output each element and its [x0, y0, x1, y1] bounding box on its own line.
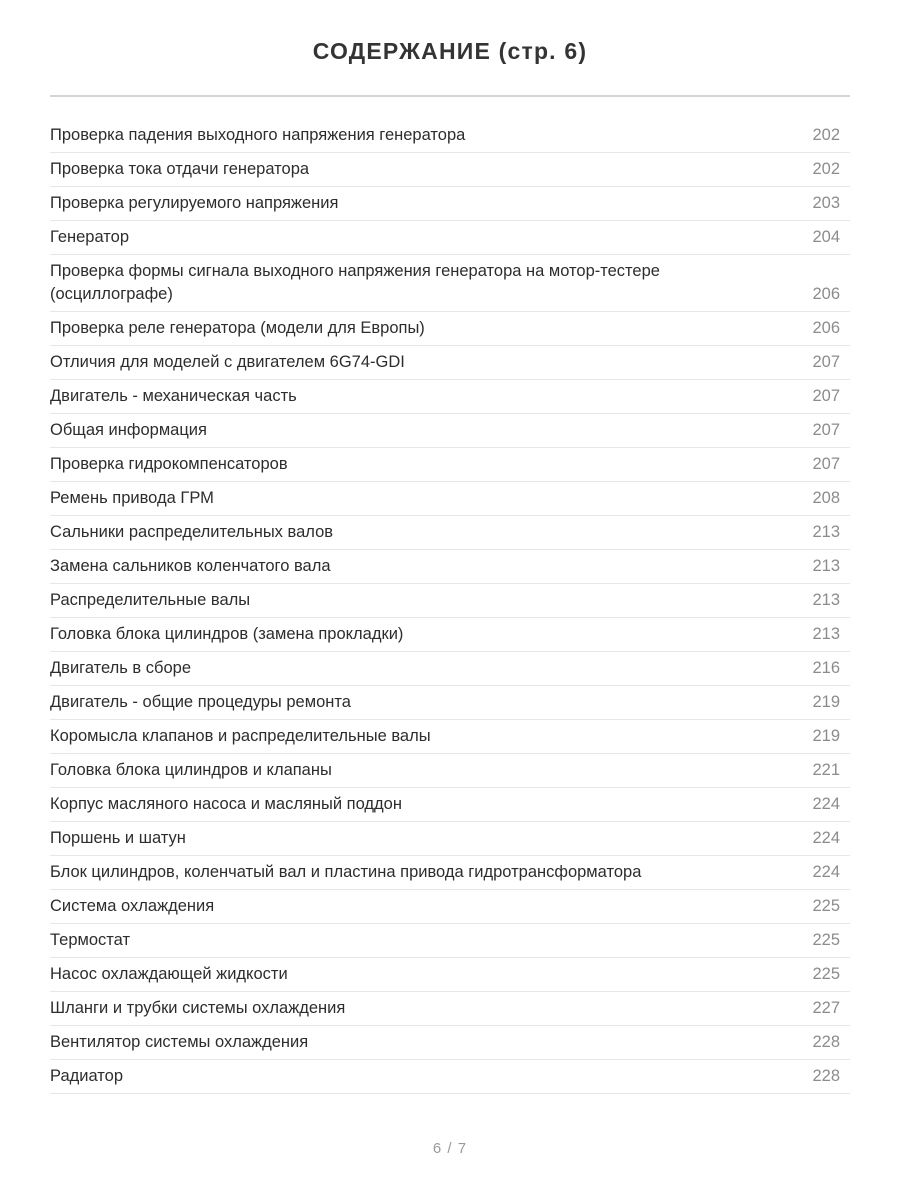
- toc-entry-page: 203: [812, 194, 840, 212]
- page-title: СОДЕРЖАНИЕ (стр. 6): [312, 38, 588, 64]
- toc-entry[interactable]: [50, 924, 850, 958]
- toc-entry-label: Проверка гидрокомпенсаторов: [50, 455, 288, 473]
- toc-entry[interactable]: [50, 255, 850, 312]
- toc-entry[interactable]: [50, 448, 850, 482]
- toc-entry-page: 206: [812, 319, 840, 337]
- toc-entry[interactable]: [50, 822, 850, 856]
- toc-entry[interactable]: [50, 754, 850, 788]
- toc-entry[interactable]: [50, 584, 850, 618]
- toc-entry-label: Двигатель - механическая часть: [50, 387, 297, 405]
- toc-entry-label: Коромысла клапанов и распределительные валы: [50, 727, 431, 745]
- toc-entry[interactable]: [50, 788, 850, 822]
- toc-entry-page: 207: [812, 353, 840, 371]
- toc-entry-label: Ремень привода ГРМ: [50, 489, 214, 507]
- toc-entry-page: 224: [812, 795, 840, 813]
- toc-entry[interactable]: [50, 346, 850, 380]
- toc-entry-label: Генератор: [50, 228, 130, 246]
- page-pagination: 6 / 7: [432, 1140, 468, 1157]
- toc-entry[interactable]: [50, 221, 850, 255]
- toc-entry[interactable]: [50, 1060, 850, 1094]
- toc-entry-label: Шланги и трубки системы охлаждения: [50, 999, 346, 1017]
- toc-entry-page: 216: [812, 659, 840, 677]
- toc-entry-label: Двигатель в сборе: [50, 659, 192, 677]
- toc-entry-page: 213: [812, 591, 840, 609]
- toc-entry-page: 202: [812, 160, 840, 178]
- toc-entry-label: Отличия для моделей с двигателем 6G74-GDI: [50, 353, 405, 371]
- toc-entry-label: Двигатель - общие процедуры ремонта: [50, 693, 351, 711]
- toc-entry[interactable]: [50, 119, 850, 153]
- toc-entry-page: 213: [812, 557, 840, 575]
- toc-entry-page: 213: [812, 625, 840, 643]
- toc-entry-page: 213: [812, 523, 840, 541]
- toc-entry-page: 225: [812, 965, 840, 983]
- header-divider: [50, 95, 850, 97]
- toc-entry-page: 224: [812, 863, 840, 881]
- toc-entry-page: 228: [812, 1067, 840, 1085]
- toc-entry-page: 219: [812, 727, 840, 745]
- toc-entry[interactable]: [50, 652, 850, 686]
- toc-entry-label: Сальники распределительных валов: [50, 523, 334, 541]
- toc-entry-page: 224: [812, 829, 840, 847]
- toc-entry-page: 225: [812, 897, 840, 915]
- toc-entry-label: Насос охлаждающей жидкости: [50, 965, 288, 983]
- toc-entry[interactable]: [50, 380, 850, 414]
- toc-entry-page: 208: [812, 489, 840, 507]
- toc-entry[interactable]: [50, 890, 850, 924]
- toc-entry[interactable]: [50, 414, 850, 448]
- toc-entry[interactable]: [50, 720, 850, 754]
- toc-entry[interactable]: [50, 958, 850, 992]
- toc-entry[interactable]: [50, 550, 850, 584]
- toc-entry[interactable]: [50, 1026, 850, 1060]
- toc-entry-page: 225: [812, 931, 840, 949]
- toc-entry-page: 221: [812, 761, 840, 779]
- toc-entry-page: 219: [812, 693, 840, 711]
- toc-entry-page: 228: [812, 1033, 840, 1051]
- toc-list: [50, 119, 850, 1094]
- toc-entry-label: Радиатор: [50, 1067, 124, 1085]
- toc-entry-label: Блок цилиндров, коленчатый вал и пластина привода гидротрансформатора: [50, 863, 642, 881]
- toc-entry-page: 204: [812, 228, 840, 246]
- toc-entry-label: Поршень и шатун: [50, 829, 186, 847]
- toc-entry-label: Проверка тока отдачи генератора: [50, 160, 310, 178]
- toc-entry-page: 227: [812, 999, 840, 1017]
- toc-entry[interactable]: [50, 482, 850, 516]
- toc-entry-page: 207: [812, 387, 840, 405]
- toc-entry-label: Вентилятор системы охлаждения: [50, 1033, 309, 1051]
- toc-entry-page: 206: [812, 285, 840, 303]
- toc-entry[interactable]: [50, 187, 850, 221]
- toc-entry-label: Головка блока цилиндров и клапаны: [50, 761, 332, 779]
- toc-entry[interactable]: [50, 686, 850, 720]
- toc-entry[interactable]: [50, 618, 850, 652]
- toc-entry[interactable]: [50, 516, 850, 550]
- toc-entry-page: 202: [812, 126, 840, 144]
- toc-entry-label: Система охлаждения: [50, 897, 215, 915]
- toc-entry-label: Термостат: [50, 931, 131, 949]
- toc-entry-label: Проверка регулируемого напряжения: [50, 194, 339, 212]
- toc-entry[interactable]: [50, 992, 850, 1026]
- toc-entry-label: Проверка падения выходного напряжения генератора: [50, 126, 466, 144]
- toc-entry-label: Проверка формы сигнала выходного напряжения генератора на мотор-тестере (осциллографе): [50, 262, 660, 303]
- toc-entry-label: Замена сальников коленчатого вала: [50, 557, 331, 575]
- toc-entry-label: Головка блока цилиндров (замена прокладки): [50, 625, 404, 643]
- toc-entry-page: 207: [812, 455, 840, 473]
- toc-entry[interactable]: [50, 312, 850, 346]
- toc-entry-label: Проверка реле генератора (модели для Европы): [50, 319, 425, 337]
- toc-entry-label: Распределительные валы: [50, 591, 251, 609]
- toc-entry-page: 207: [812, 421, 840, 439]
- toc-entry[interactable]: [50, 153, 850, 187]
- toc-entry[interactable]: [50, 856, 850, 890]
- toc-entry-label: Корпус масляного насоса и масляный поддон: [50, 795, 402, 813]
- toc-entry-label: Общая информация: [50, 421, 207, 439]
